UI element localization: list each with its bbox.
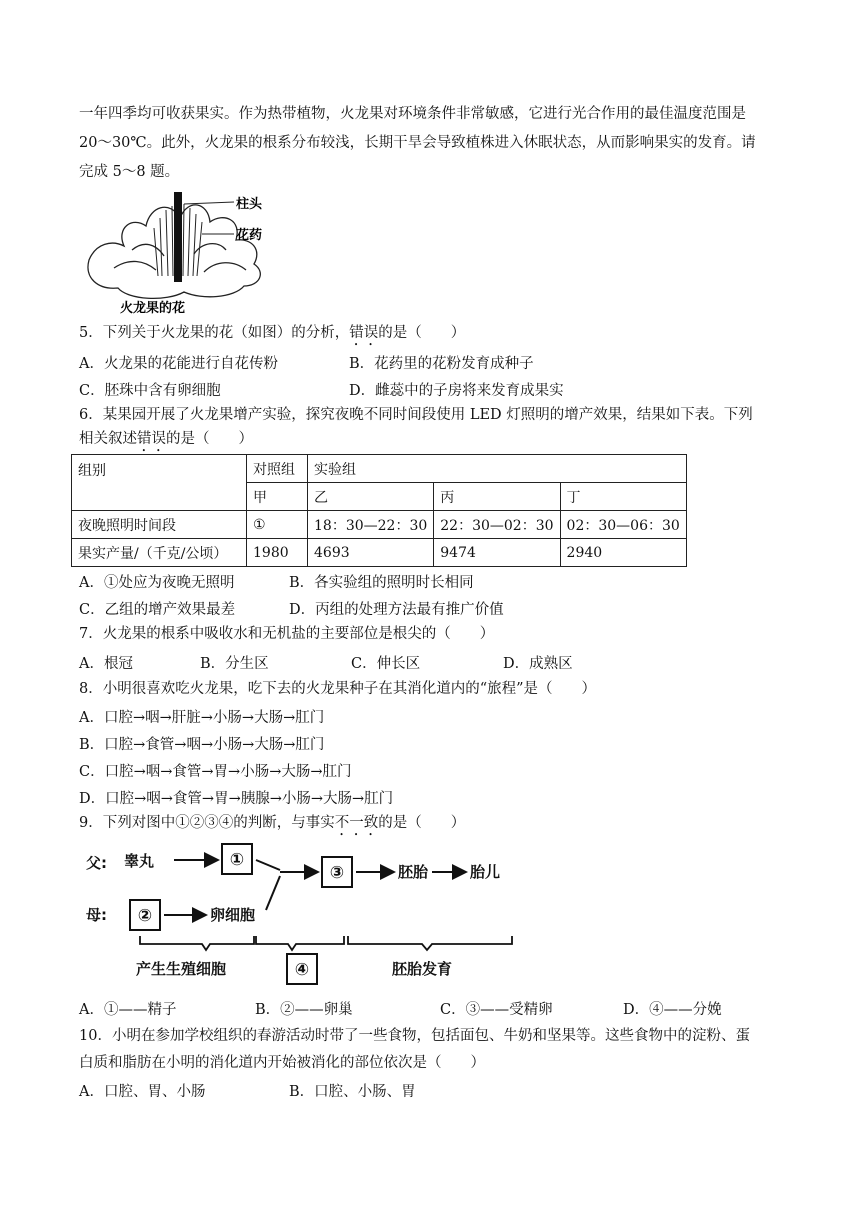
q9-stem-emphasis: 不一致: [334, 815, 379, 831]
box-3-label: ③: [329, 863, 345, 883]
brace-label-development: 胚胎发育: [392, 960, 453, 978]
table-cell-yield-bing: 9474: [434, 539, 560, 567]
q5-stem-emphasis: 错误: [349, 325, 379, 341]
label-testis: 睾丸: [124, 852, 155, 870]
q9-stem-b: 的是（ ）: [378, 815, 466, 831]
experiment-table: [71, 454, 687, 567]
q5-option-b[interactable]: B．花药里的花粉发育成种子: [349, 356, 534, 372]
q10-option-b[interactable]: B．口腔、小肠、胃: [289, 1084, 416, 1100]
q6-option-c[interactable]: C．乙组的增产效果最差: [79, 602, 236, 618]
brace-label-germ-cells: 产生生殖细胞: [136, 960, 227, 978]
reproduction-diagram: [82, 836, 522, 994]
label-embryo: 胚胎: [398, 863, 429, 881]
q5-stem-a: 5．下列关于火龙果的花（如图）的分析，: [79, 325, 350, 341]
table-cell-time-jia: ①: [247, 511, 308, 539]
q6-option-d[interactable]: D．丙组的处理方法最有推广价值: [289, 602, 504, 618]
q5-option-a[interactable]: A．火龙果的花能进行自花传粉: [79, 356, 278, 372]
q8-option-a[interactable]: A．口腔→咽→肝脏→小肠→大肠→肛门: [79, 710, 325, 726]
q8-option-b[interactable]: B．口腔→食管→咽→小肠→大肠→肛门: [79, 737, 325, 753]
q10-option-a[interactable]: A．口腔、胃、小肠: [79, 1084, 206, 1100]
label-fetus: 胎儿: [470, 863, 501, 881]
table-group-ding: 丁: [560, 483, 686, 511]
q7-option-b[interactable]: B．分生区: [200, 656, 269, 672]
q6-stem-a: 相关叙述: [79, 431, 137, 447]
box-1-label: ①: [229, 850, 245, 870]
box-4-label: ④: [294, 960, 310, 980]
table-cell-time-yi: 18：30—22：30: [308, 511, 434, 539]
table-group-jia: 甲: [247, 483, 308, 511]
label-egg: 卵细胞: [210, 906, 256, 924]
table-row-label-time: 夜晚照明时间段: [72, 511, 247, 539]
q7-option-a[interactable]: A．根冠: [79, 656, 133, 672]
q10-stem-line-2: 白质和脂肪在小明的消化道内开始被消化的部位依次是（ ）: [79, 1055, 485, 1071]
q6-stem-line-1: 6．某果园开展了火龙果增产实验，探究夜晚不同时间段使用 LED 灯照明的增产效果，结果如下表。下列: [79, 407, 753, 423]
q6-option-b[interactable]: B．各实验组的照明时长相同: [289, 575, 474, 591]
q5-option-c[interactable]: C．胚珠中含有卵细胞: [79, 383, 221, 399]
q6-stem-b: 的是（ ）: [166, 431, 253, 447]
q7-option-c[interactable]: C．伸长区: [351, 656, 421, 672]
q7-stem: 7．火龙果的根系中吸收水和无机盐的主要部位是根尖的（ ）: [79, 626, 495, 642]
q5-option-d[interactable]: D．雌蕊中的子房将来发育成果实: [349, 383, 564, 399]
q6-option-a[interactable]: A．①处应为夜晚无照明: [79, 575, 235, 591]
q9-option-a[interactable]: A．①——精子: [79, 1002, 177, 1018]
q7-option-d[interactable]: D．成熟区: [503, 656, 573, 672]
intro-line-1: 一年四季均可收获果实。作为热带植物，火龙果对环境条件非常敏感，它进行光合作用的最佳温度范围是: [79, 106, 746, 122]
table-cell-yield-ding: 2940: [560, 539, 686, 567]
table-group-yi: 乙: [308, 483, 434, 511]
intro-line-3: 完成 5～8 题。: [79, 164, 180, 180]
label-mother: 母:: [86, 906, 107, 924]
q6-stem-emphasis: 错误: [137, 431, 166, 447]
box-2-label: ②: [137, 906, 153, 926]
table-header-control: 对照组: [247, 455, 308, 483]
table-cell-time-ding: 02：30—06：30: [560, 511, 686, 539]
table-cell-yield-jia: 1980: [247, 539, 308, 567]
table-group-bing: 丙: [434, 483, 560, 511]
q6-stem-line-2: [79, 429, 253, 455]
q10-stem-line-1: 10．小明在参加学校组织的春游活动时带了一些食物，包括面包、牛奶和坚果等。这些食物中的淀粉、蛋: [79, 1028, 750, 1044]
q8-option-d[interactable]: D．口腔→咽→食管→胃→胰腺→小肠→大肠→肛门: [79, 791, 394, 807]
table-header-group: 组别: [72, 455, 247, 511]
label-father: 父:: [86, 854, 107, 872]
q8-option-c[interactable]: C．口腔→咽→食管→胃→小肠→大肠→肛门: [79, 764, 352, 780]
q9-stem-a: 9．下列对图中①②③④的判断，与事实: [79, 815, 335, 831]
q8-stem: 8．小明很喜欢吃火龙果，吃下去的火龙果种子在其消化道内的“旅程”是（ ）: [79, 681, 597, 697]
intro-line-2: 20～30℃。此外，火龙果的根系分布较浅，长期干旱会导致植株进入休眠状态，从而影响果实的发育。请: [79, 135, 756, 151]
q9-option-d[interactable]: D．④——分娩: [623, 1002, 722, 1018]
table-cell-time-bing: 22：30—02：30: [434, 511, 560, 539]
q5-stem-b: 的是（ ）: [378, 325, 466, 341]
label-anther: 花药: [236, 228, 263, 243]
flower-figure: [84, 188, 284, 318]
table-row-label-yield: 果实产量/（千克/公顷）: [72, 539, 247, 567]
label-stigma: 柱头: [236, 197, 263, 212]
figure-caption: 火龙果的花: [120, 301, 186, 316]
table-header-experiment: 实验组: [308, 455, 687, 483]
q9-option-c[interactable]: C．③——受精卵: [440, 1002, 553, 1018]
q9-option-b[interactable]: B．②——卵巢: [255, 1002, 353, 1018]
table-cell-yield-yi: 4693: [308, 539, 434, 567]
q5-stem: [79, 323, 465, 349]
